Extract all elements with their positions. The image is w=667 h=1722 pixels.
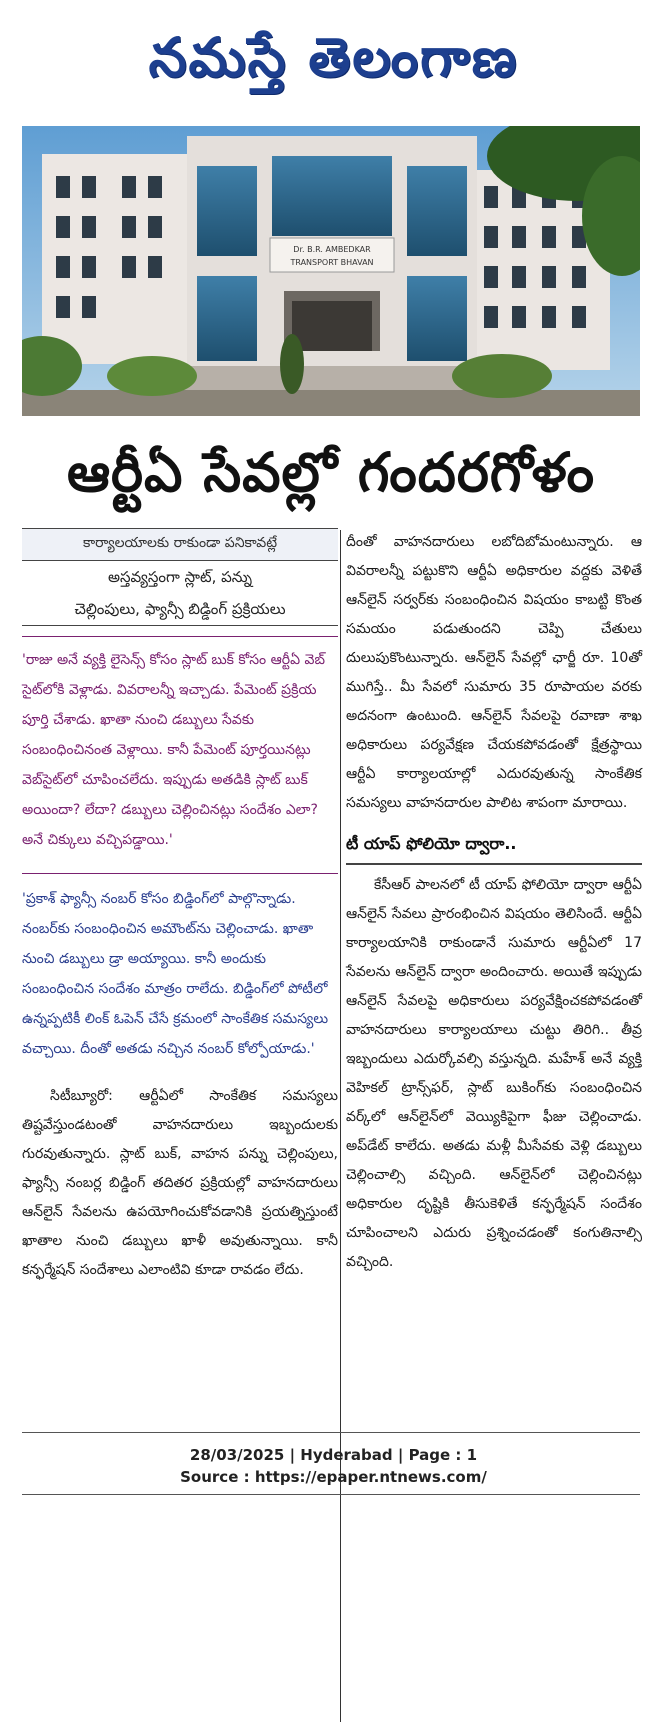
footer: [0, 1444, 667, 1488]
article-headline: ఆర్టీఏ సేవల్లో గందరగోళం: [66, 441, 596, 504]
quote-box: [22, 636, 338, 1074]
article-photo: [22, 126, 640, 416]
transport-bhavan-photo: [22, 126, 640, 416]
right-column: [346, 528, 642, 1277]
masthead-title: నమస్తే తెలంగాణ: [148, 26, 519, 89]
footer-rule-bottom: [22, 1494, 640, 1495]
article-subheading-line-1: అస్తవ్యస్తంగా స్లాట్, పన్ను: [107, 568, 253, 586]
sign-line-2: TRANSPORT BHAVAN: [290, 258, 374, 267]
case-quote-raju: 'రాజు అనే వ్యక్తి లైసెన్స్ కోసం స్లాట్ బుక్ కోసం ఆర్టీఏ వెబ్ సైట్‌లోకి వెళ్లాడు. వివరాలన్నీ ఇచ్చాడు. పేమెంట్ ప్రక్రియ పూర్తి చేశాడు. ఖాతా నుంచి డబ్బులు సేవకు సంబంధించినంత వెళ్లాయి. కానీ పేమెంట్ పూర్తయినట్లు వెబ్‌సైట్‌లో చూపించలేదు. ఇప్పుడు అతడికి స్లాట్ బుక్ అయిందా? లేదా? డబ్బులు చెల్లించినట్లు సందేశం ఎలా? అనే చిక్కులు వచ్చిపడ్డాయి.': [22, 652, 325, 848]
sign-line-1: Dr. B.R. AMBEDKAR: [293, 245, 371, 254]
footer-source: Source : https://epaper.ntnews.com/: [180, 1468, 487, 1486]
footer-rule-top: [22, 1432, 640, 1433]
left-column: [22, 528, 338, 1285]
column-divider: [340, 530, 341, 1722]
footer-date-edition: 28/03/2025 | Hyderabad | Page : 1: [189, 1446, 478, 1464]
case-quote-prakash: 'ప్రకాశ్ ఫ్యాన్సీ నంబర్ కోసం బిడ్డింగ్‌లో పాల్గొన్నాడు. నంబర్‌కు సంబంధించిన అమౌంట్‌ను చెల్లించాడు. ఖాతా నుంచి డబ్బులు డ్రా అయ్యాయి. కానీ అందుకు సంబంధించిన సందేశం మాత్రం రాలేదు. బిడ్డింగ్‌లో పోటీలో ఉన్నప్పటికీ లింక్ ఓపెన్ చేసే క్రమంలో సాంకేతిక సమస్యలు వచ్చాయి. దీంతో అతడు నచ్చిన నంబర్ కోల్పోయాడు.': [22, 873, 338, 1074]
article-body-right-1: దీంతో వాహనదారులు లబోదిబోమంటున్నారు. ఆ వివరాలన్నీ పట్టుకొని ఆర్టీఏ అధికారుల వద్దకు వెళితే ఆన్‌లైన్ సర్వర్‌కు సంబంధించిన విషయం కాబట్టి కొంత సమయం పడుతుందని చెప్పి చేతులు దులుపుకొంటున్నారు. ఆన్‌లైన్ సేవల్లో ఛార్జీ రూ. 10తో ముగిస్తే.. మీ సేవలో సుమారు 35 రూపాయల వరకు అదనంగా ఉంటుంది. ఆన్‌లైన్ సేవలపై రవాణా శాఖ అధికారులు పర్యవేక్షణ చేయకపోవడంతో క్షేత్రస్థాయి ఆర్టీఏ కార్యాలయాల్లో ఎదురవుతున్న సాంకేతిక సమస్యలు వాహనదారుల పాలిట శాపంగా మారాయి.: [346, 534, 642, 811]
article-subheading-line-2: చెల్లింపులు, ఫ్యాన్సీ బిడ్డింగ్ ప్రక్రియలు: [22, 593, 338, 626]
article-kicker: కార్యాలయాలకు రాకుండా పనికావట్లే: [22, 528, 338, 561]
article-body-right-2: కేసీఆర్ పాలనలో టీ యాప్ ఫోలియో ద్వారా ఆర్టీఏ ఆన్‌లైన్ సేవలు ప్రారంభించిన విషయం తెలిసిందే. ఆర్టీఏ కార్యాలయానికి రాకుండానే సుమారు ఆర్టీఏలో 17 సేవలను ఆన్‌లైన్ ద్వారా అందించారు. అయితే ఇప్పుడు ఆన్‌లైన్ సేవలపై అధికారులు పర్యవేక్షించకపోవడంతో వాహనదారులు కార్యాలయాలు చుట్టు తిరిగి.. తీవ్ర ఇబ్బందులు ఎదుర్కోవల్సి వస్తున్నది. మహేశ్ అనే వ్యక్తి వెహికల్ ట్రాన్స్‌ఫర్, స్లాట్ బుకింగ్‌కు సంబంధించిన వర్క్‌లో ఆన్‌లైన్‌లో వెయ్యికిపైగా ఫీజు చెల్లించాడు. అప్‌డేట్ కాలేదు. అతడు మళ్లీ మీసేవకు వెళ్లి డబ్బులు చెల్లించాల్సి వచ్చింది. ఆన్‌లైన్‌లో చెల్లించినట్లు అధికారుల దృష్టికి తీసుకెళితే కన్ఫర్మేషన్ సందేశం చూపించాలని ఎదురు ప్రశ్నించడంతో కంగుతినాల్సి వచ్చింది.: [346, 877, 642, 1270]
article-body-left: సిటీబ్యూరో: ఆర్టీఏలో సాంకేతిక సమస్యలు తిష్టవేస్తుండటంతో వాహనదారులు ఇబ్బందులకు గురవుతున్నారు. స్లాట్ బుక్, వాహన పన్ను చెల్లింపులు, ఫ్యాన్సీ నంబర్ల బిడ్డింగ్ తదితర ప్రక్రియల్లో వాహనదారులు ఆన్‌లైన్ సేవలను ఉపయోగించుకోవడానికి ప్రయత్నిస్తుంటే ఖాతాల నుంచి డబ్బులు ఖాళీ అవుతున్నాయి. కానీ కన్ఫర్మేషన్ సందేశాలు ఎలాంటివి కూడా రావడం లేదు.: [22, 1088, 338, 1278]
article-subhead: టీ యాప్ ఫోలియో ద్వారా..: [346, 834, 642, 865]
